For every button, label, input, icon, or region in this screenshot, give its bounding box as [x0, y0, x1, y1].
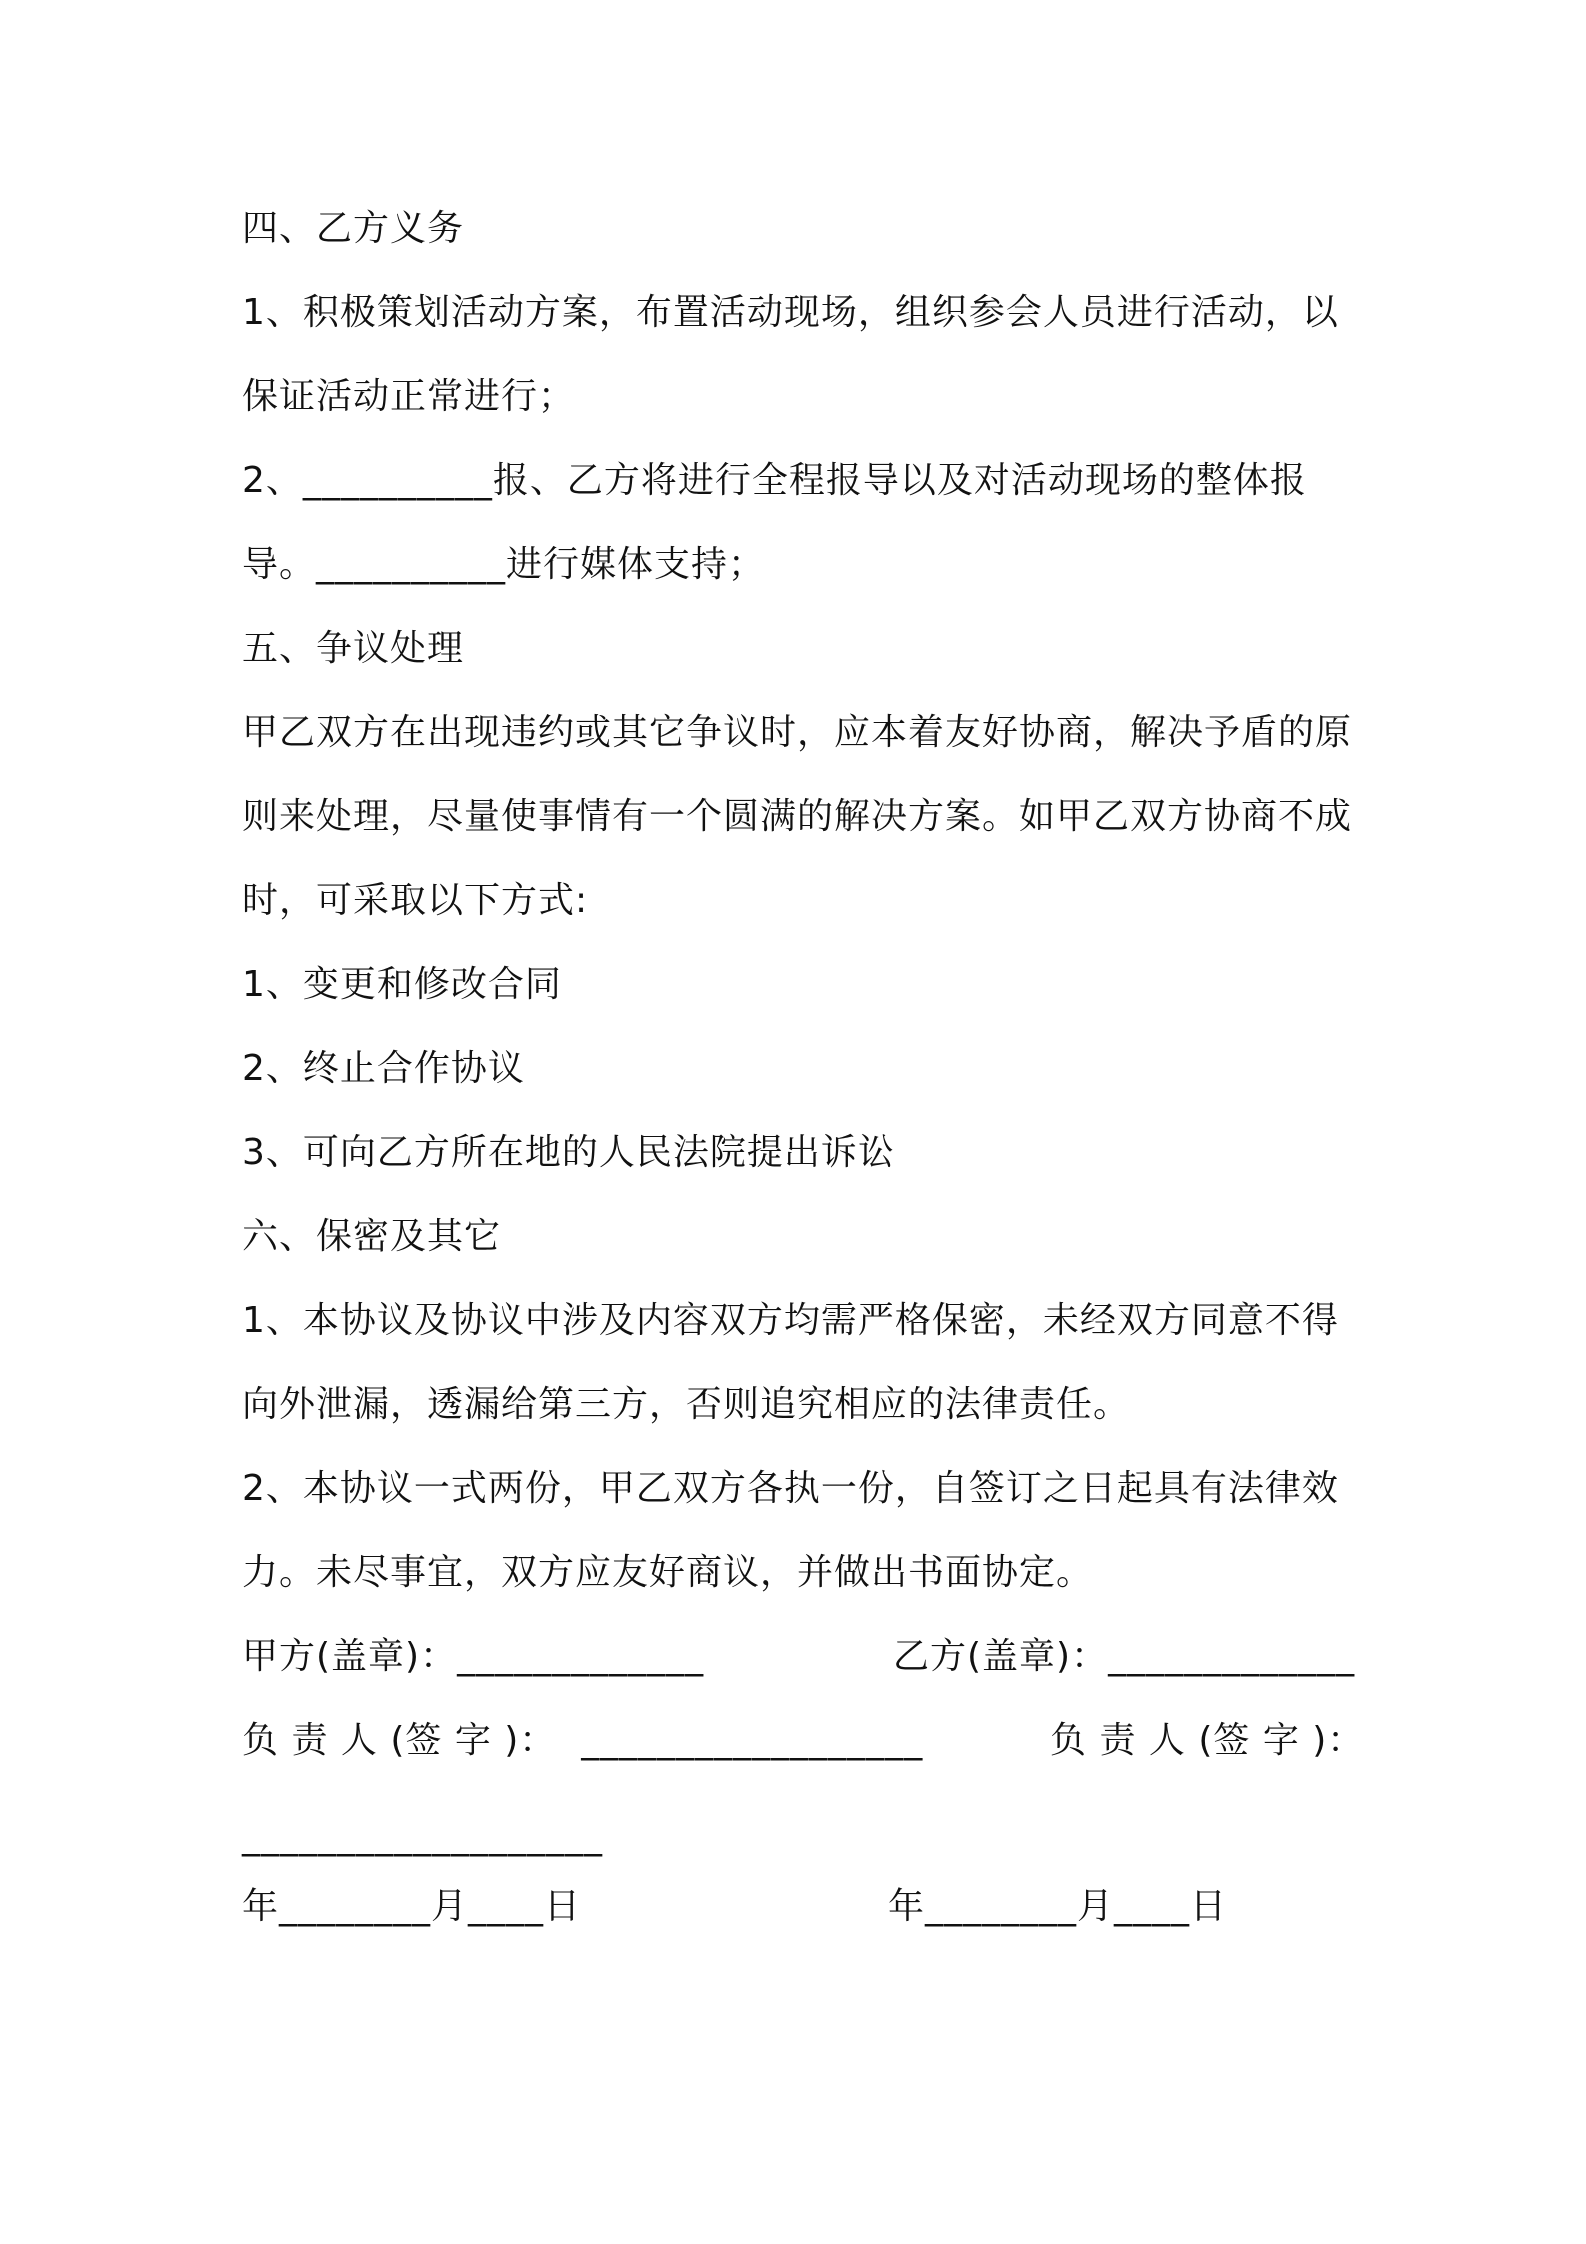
- party-b-date-field: 年________月____日: [888, 1886, 1228, 1927]
- party-a-date-field: 年________月____日: [242, 1886, 582, 1927]
- paragraph-line: 导。__________进行媒体支持；: [242, 544, 766, 585]
- paragraph-line: 甲乙双方在出现违约或其它争议时，应本着友好协商，解决予盾的原: [242, 712, 1353, 753]
- paragraph-line: 力。未尽事宜，双方应友好商议，并做出书面协定。: [242, 1552, 1094, 1593]
- party-b-seal-field: 乙方(盖章)：_____________: [893, 1636, 1356, 1677]
- party-a-signer-field: 负 责 人 (签 字 )： __________________: [242, 1720, 924, 1761]
- list-item: 2、终止合作协议: [242, 1048, 525, 1089]
- list-item: 3、可向乙方所在地的人民法院提出诉讼: [242, 1132, 895, 1173]
- paragraph-line: 保证活动正常进行；: [242, 376, 576, 417]
- list-item: 1、变更和修改合同: [242, 964, 562, 1005]
- party-a-seal-field: 甲方(盖章)：_____________: [242, 1636, 705, 1677]
- paragraph-line: 1、积极策划活动方案，布置活动现场，组织参会人员进行活动，以: [242, 292, 1339, 333]
- paragraph-line: 时，可采取以下方式:: [242, 880, 589, 921]
- party-b-signer-field: 负 责 人 (签 字 )：: [1050, 1720, 1365, 1761]
- paragraph-line: 则来处理，尽量使事情有一个圆满的解决方案。如甲乙双方协商不成: [242, 796, 1353, 837]
- party-b-signer-line: ___________________: [242, 1816, 603, 1857]
- paragraph-line: 2、__________报、乙方将进行全程报导以及对活动现场的整体报: [242, 460, 1307, 501]
- section-heading-6: 六、保密及其它: [242, 1216, 502, 1257]
- paragraph-line: 1、本协议及协议中涉及内容双方均需严格保密，未经双方同意不得: [242, 1300, 1339, 1341]
- section-heading-5: 五、争议处理: [242, 628, 465, 669]
- paragraph-line: 向外泄漏，透漏给第三方，否则追究相应的法律责任。: [242, 1384, 1131, 1425]
- paragraph-line: 2、本协议一式两份，甲乙双方各执一份，自签订之日起具有法律效: [242, 1468, 1339, 1509]
- section-heading-4: 四、乙方义务: [242, 208, 465, 249]
